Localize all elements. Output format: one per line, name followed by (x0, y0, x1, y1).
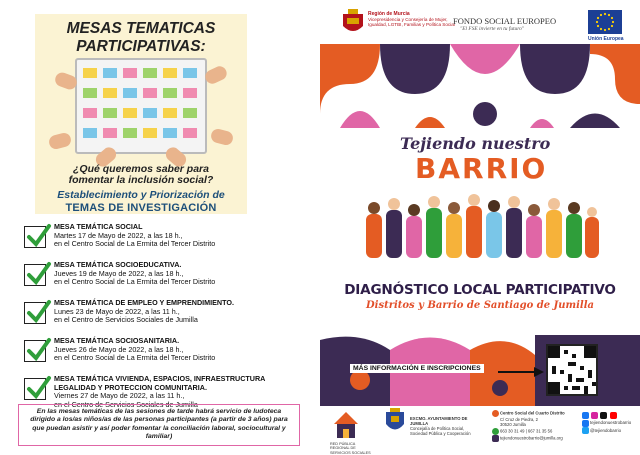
title-tejiendo: Tejiendo nuestro (400, 134, 551, 153)
checkmark-icon (24, 226, 46, 248)
email-link[interactable]: tejiendonuestrobarrio@jumilla.org (500, 435, 563, 441)
eu-flag-icon (588, 10, 622, 34)
location-icon (492, 410, 499, 417)
crowd-illustration (362, 190, 600, 262)
checkmark-icon (24, 340, 46, 362)
red-publica-text: RED PÚBLICA REGIONAL DE SERVICIOS SOCIALES (330, 442, 371, 455)
mesa-item-sociosanitaria: MESA TEMÁTICA SOCIOSANITARIA. Jueves 26 de Mayo de 2022, a las 18 h., en el Centro Social de La Ermita del Tercer Distrito (24, 336, 310, 372)
tiktok-icon[interactable] (600, 412, 607, 419)
murcia-crest-icon (340, 8, 366, 36)
social-links (582, 412, 640, 434)
checkmark-icon (24, 378, 46, 400)
qr-code[interactable] (546, 344, 598, 396)
right-panel (320, 0, 640, 455)
social-handle-1[interactable]: tejiendonuestrobarrio (590, 420, 632, 426)
arrow-right-icon (498, 365, 546, 379)
youtube-icon[interactable] (610, 412, 617, 419)
facebook-icon[interactable] (582, 412, 589, 419)
facebook-small-icon (582, 420, 589, 427)
diagnostico-title: DIAGNÓSTICO LOCAL PARTICIPATIVO (344, 282, 616, 298)
hero-question: ¿Qué queremos saber para fomentar la inclusión social? (68, 163, 214, 186)
murcia-logo-text: Región de Murcia Vicepresidencia y Consejería de Mujer, Igualdad, LGTBI, Familias y Política Social (368, 11, 455, 28)
mesa-item-vivienda: MESA TEMÁTICA VIVIENDA, ESPACIOS, INFRAESTRUCTURA LEGALIDAD Y PROTECCION COMUNITARIA. Viernes 27 de Mayo de 2022, a las 11 h., en el Centro de Servicios Sociales de Jumilla (24, 374, 310, 418)
planning-board-image (75, 58, 207, 154)
eu-label: Unión Europea (588, 36, 624, 42)
mas-informacion: MÁS INFORMACIÓN E INSCRIPCIONES (350, 364, 484, 373)
mesa-item-social: MESA TEMÁTICA SOCIAL Martes 17 de Mayo de 2022, a las 18 h., en el Centro Social de La Ermita del Tercer Distrito (24, 222, 310, 258)
ayuntamiento-text: EXCMO. AYUNTAMIENTO DE JUMILLA Concejalía de Política Social, Sociedad Pública y Cooperación (410, 416, 471, 436)
mesa-list (24, 222, 310, 420)
distritos-subtitle: Distritos y Barrio de Santiago de Jumilla (365, 300, 595, 311)
fse-subtitle: "El FSE invierte en tu futuro" (460, 26, 525, 32)
jumilla-crest-icon (384, 408, 406, 436)
ludoteca-note: En las mesas temáticas de las sesiones de tarde habrá servicio de ludoteca dirigido a los/as niños/as de las personas participantes (a partir de 3 años) para que puedan asistir y así poder fomentar la conciliación laboral, sociocultural y familiar) (18, 404, 300, 446)
footer-sponsors (320, 406, 640, 455)
sponsor-header (320, 0, 640, 44)
checkmark-icon (24, 302, 46, 324)
mesa-item-empleo: MESA TEMÁTICA DE EMPLEO Y EMPRENDIMIENTO. Lunes 23 de Mayo de 2022, a las 11 h., en el Centro de Servicios Sociales de Jumilla (24, 298, 310, 334)
twitter-icon (582, 427, 589, 434)
left-panel (0, 0, 320, 452)
red-publica-logo-icon (332, 410, 360, 442)
title-barrio: BARRIO (415, 152, 548, 185)
mesa-item-socioeducativa: MESA TEMÁTICA SOCIOEDUCATIVA. Jueves 19 de Mayo de 2022, a las 18 h., en el Centro Social de La Ermita del Tercer Distrito (24, 260, 310, 296)
checkmark-icon (24, 264, 46, 286)
phone-icon (492, 428, 499, 435)
contact-address: Centro Social del Cuarto Distrito C/ Cruz de Piedra, 2 30520 Jumilla 663 30 31 49 | 667 31 35 56 tejiendonuestrobarrio@jumilla.org (492, 410, 576, 442)
hero-title-line1: MESAS TEMATICAS (66, 20, 216, 37)
social-handle-2[interactable]: @tejiendobarrio (590, 427, 622, 433)
fse-title: FONDO SOCIAL EUROPEO (453, 16, 557, 26)
hero-illustration (35, 14, 247, 214)
instagram-icon[interactable] (591, 412, 598, 419)
decorative-pattern-top (320, 44, 640, 128)
mail-icon (492, 435, 499, 442)
hero-title-line2: PARTICIPATIVAS: (76, 38, 206, 55)
hero-temas: TEMAS DE INVESTIGACIÓN (65, 202, 217, 214)
hero-establecimiento: Establecimiento y Priorización de (57, 189, 225, 201)
